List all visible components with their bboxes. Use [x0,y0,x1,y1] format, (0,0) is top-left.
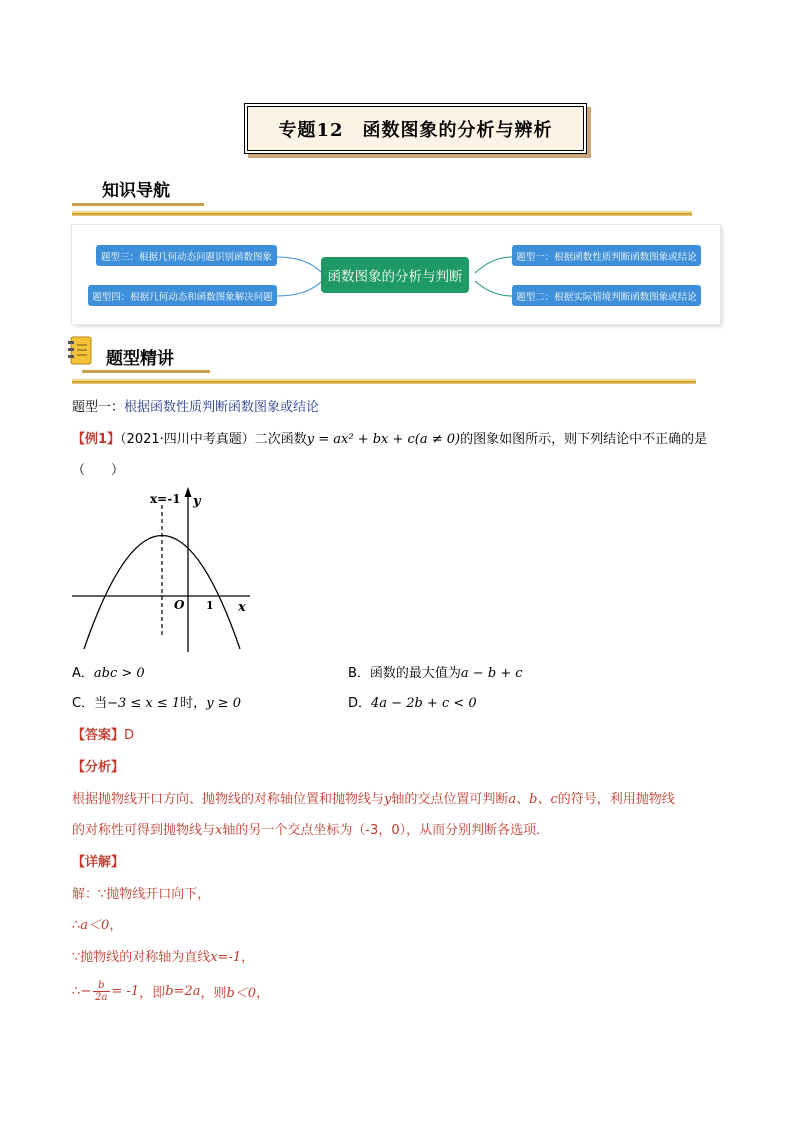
answer-value: D [124,728,135,743]
detail-text: ，即 [139,986,166,1001]
analysis-text: 轴的交点位置可判断 [391,792,509,807]
analysis-label: 【分析】 [72,760,125,775]
option-d [348,697,477,710]
detail-text: ∴ [72,918,81,933]
option-a [72,667,145,680]
mindmap-node-type2: 题型二：根据实际情境判断函数图象或结论 [512,285,701,306]
detail-line-2 [72,919,122,932]
analysis-var: y [384,792,392,807]
analysis-line-1 [72,793,675,806]
detail-text: ∴− [72,984,92,999]
analysis-var: x [215,823,223,838]
nav-divider [72,211,692,216]
fraction-denominator: 2a [95,992,108,1003]
symmetry-label: x=-1 [150,492,181,506]
type-text: 根据函数性质判断函数图象或结论 [124,400,320,415]
answer-line [72,729,134,742]
example-paren: （ ） [72,463,125,478]
origin-label: O [174,598,185,612]
detail-text: ，则 [200,986,227,1001]
detail-line-3 [72,951,254,964]
detail-text: ， [241,950,255,965]
example-stem-rest: 的图象如图所示，则下列结论中不正确的是 [460,432,708,447]
section-heading-underline [82,370,210,373]
analysis-text: 的符号，利用抛物线 [557,792,675,807]
detail-expr: x=-1 [210,950,242,965]
example-stem [72,433,707,446]
example-formula: y = ax² + bx + c(a ≠ 0) [306,432,461,447]
example-source: （2021·四川中考真题）二次函数 [120,432,307,447]
section-heading: 题型精讲 [106,349,174,369]
option-b [348,667,523,680]
parabola-graph [66,485,266,660]
y-axis-label: y [193,494,201,509]
y-axis-arrow [185,487,192,497]
mindmap-node-type3: 题型三：根据几何动态问题识别函数图象 [96,245,277,266]
type-prefix: 题型一： [72,400,125,415]
option-b-label: B．函数的最大值为 [348,666,461,681]
detail-line-1: 解：∵抛物线开口向下， [72,887,211,902]
analysis-text: 的对称性可得到抛物线与 [72,823,216,838]
nav-heading: 知识导航 [102,181,170,201]
notebook-icon [68,335,94,367]
mindmap-node-type1: 题型一：根据函数性质判断函数图象或结论 [512,245,701,266]
title-box [244,103,587,154]
nav-heading-underline [72,203,204,206]
option-c-mid: 时， [180,696,207,711]
analysis-var: a、b、c [508,792,558,807]
detail-expr: a＜0 [80,918,110,933]
section-divider [72,379,696,384]
type-line [72,401,319,414]
detail-line-4 [72,980,269,1003]
x-axis-label: x [238,600,246,615]
analysis-line-2 [72,824,549,837]
fraction [93,980,109,1003]
answer-label: 【答案】 [72,728,125,743]
mindmap-center-node: 函数图象的分析与判断 [321,257,469,293]
mindmap-node-type4: 题型四：根据几何动态和函数图象解决问题 [88,285,277,306]
option-a-label: A． [72,666,94,681]
tick-label-1: 1 [206,599,214,612]
option-c-expr2: y ≥ 0 [206,696,241,711]
fraction-numerator: b [98,980,105,991]
detail-text: ∵抛物线的对称轴为直线 [72,950,211,965]
option-b-expr: a − b + c [460,666,523,681]
option-d-expr: 4a − 2b + c < 0 [371,696,477,711]
example-tag: 【例1】 [72,432,121,447]
detail-expr: b=2a [165,984,201,999]
detail-text: ， [109,918,123,933]
detail-expr: = -1 [111,984,140,999]
detail-text: ， [256,986,270,1001]
analysis-text: 根据抛物线开口方向、抛物线的对称轴位置和抛物线与 [72,792,385,807]
option-d-label: D． [348,696,372,711]
detail-label: 【详解】 [72,855,125,870]
option-c-expr: −3 ≤ x ≤ 1 [107,696,181,711]
detail-expr: b＜0 [226,986,257,1001]
page-title: 专题12 函数图象的分析与辨析 [247,106,584,151]
analysis-text: 轴的另一个交点坐标为（-3，0），从而分别判断各选项． [222,823,550,838]
option-a-expr: abc > 0 [93,666,145,681]
option-c [72,697,241,710]
option-c-label: C．当 [72,696,108,711]
